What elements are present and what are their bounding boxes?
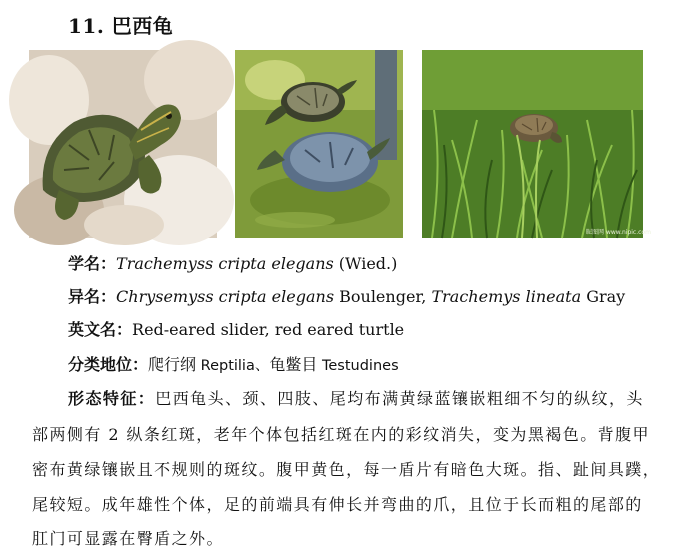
field-scientific-name bbox=[68, 253, 397, 275]
synonym-author-1: Boulenger, bbox=[334, 287, 432, 306]
photo-turtles-in-water bbox=[235, 50, 403, 238]
synonym-author-2: Gray bbox=[581, 287, 626, 306]
scientific-name-label: 学名： bbox=[68, 254, 117, 273]
class-cn: 爬行纲 bbox=[148, 355, 197, 374]
english-name-label: 英文名： bbox=[68, 320, 133, 339]
class-en: Reptilia、 bbox=[196, 358, 270, 374]
order-cn: 龟鳖目 bbox=[269, 355, 318, 374]
scientific-name-author: (Wied.) bbox=[333, 254, 398, 273]
morphology-line-4: 尾较短。成年雄性个体，足的前端具有伸长并弯曲的爪，且位于长而粗的尾部的 bbox=[32, 495, 643, 514]
photo-watermark: 昵图网 www.nipic.com bbox=[586, 229, 651, 236]
photo-turtle-on-rocks bbox=[29, 50, 217, 238]
morphology-text-1: 巴西龟头、颈、四肢、尾均布满黄绿蓝镶嵌粗细不匀的纵纹，头 bbox=[155, 389, 644, 408]
morphology-line-1 bbox=[68, 388, 644, 410]
english-name-value: Red-eared slider, red eared turtle bbox=[132, 320, 405, 339]
section-heading: 11. 巴西龟 bbox=[68, 14, 174, 38]
field-synonym bbox=[68, 286, 625, 308]
field-english-name bbox=[68, 319, 404, 341]
synonym-label: 异名： bbox=[68, 287, 117, 306]
morphology-line-5: 肛门可显露在臀盾之外。 bbox=[32, 529, 224, 548]
synonym-name-1: Chrysemyss cripta elegans bbox=[116, 287, 335, 306]
photo-turtle-in-grass bbox=[422, 50, 651, 238]
morphology-line-3: 密布黄绿镶嵌且不规则的斑纹。腹甲黄色，每一盾片有暗色大斑。指、趾间具蹼， bbox=[32, 460, 661, 479]
synonym-name-2: Trachemys lineata bbox=[431, 287, 582, 306]
morphology-line-2: 部两侧有 2 纵条红斑，老年个体包括红斑在内的彩纹消失，变为黑褐色。背腹甲 bbox=[32, 425, 651, 444]
scientific-name-value: Trachemyss cripta elegans bbox=[116, 254, 334, 273]
morphology-label: 形态特征： bbox=[68, 389, 156, 408]
order-en: Testudines bbox=[317, 358, 399, 374]
classification-label: 分类地位： bbox=[68, 355, 149, 374]
field-classification bbox=[68, 354, 399, 377]
